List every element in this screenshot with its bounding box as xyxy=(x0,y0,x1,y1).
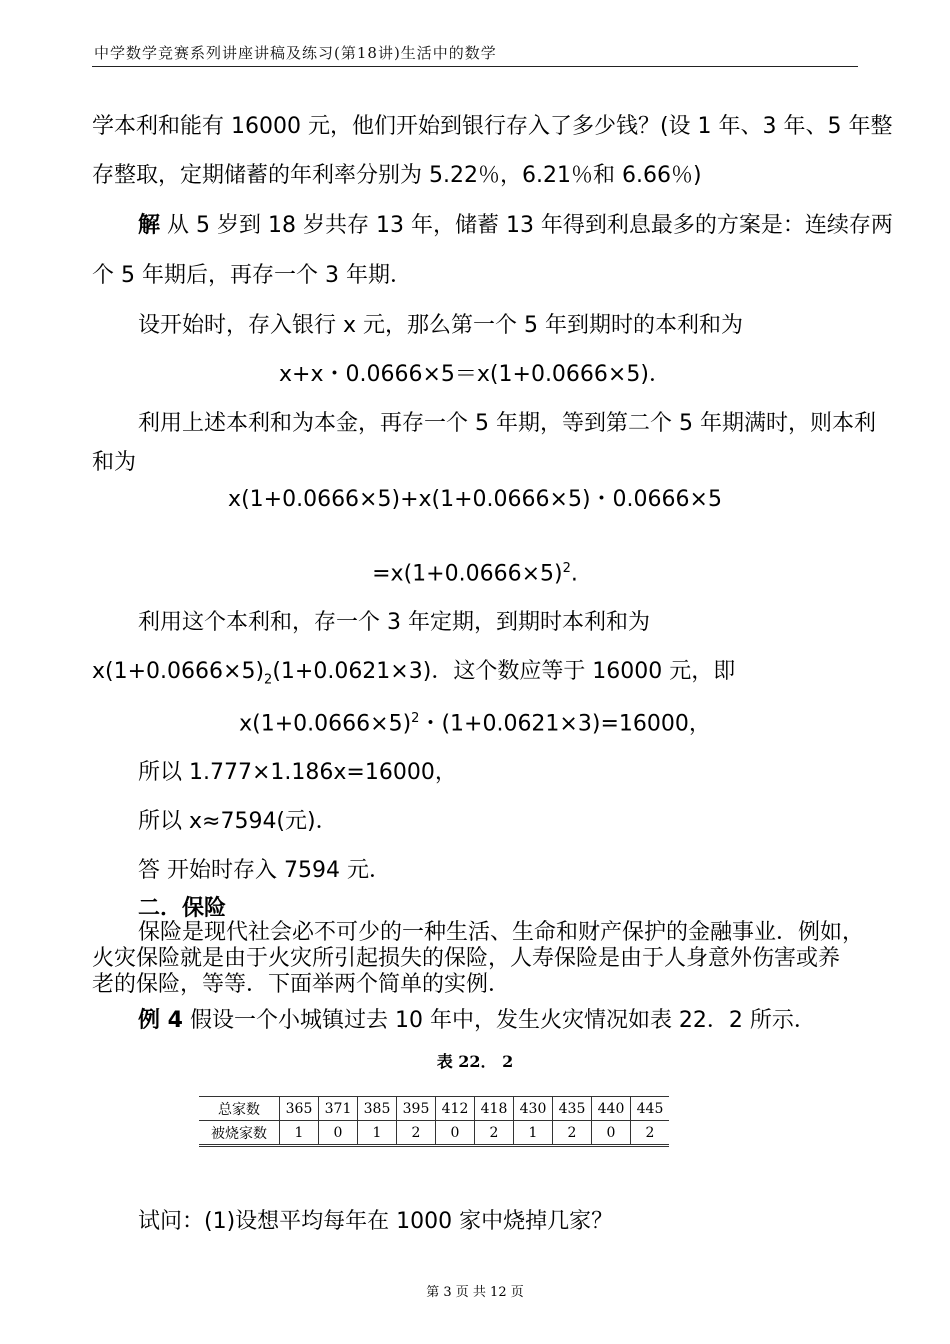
fire-data-table xyxy=(199,1096,669,1147)
question-line: 试问：(1)设想平均每年在 1000 家中烧掉几家？ xyxy=(138,1209,614,1234)
table-row xyxy=(199,1097,669,1121)
table-cell: 445 xyxy=(631,1097,670,1121)
table-cell: 395 xyxy=(397,1097,436,1121)
table-cell: 1 xyxy=(358,1121,397,1146)
text-line: 老的保险，等等．下面举两个简单的实例． xyxy=(92,972,511,997)
page-footer: 第 3 页 共 12 页 xyxy=(426,1285,524,1300)
text-line: 所以 1.777×1.186x=16000， xyxy=(138,760,457,785)
example-label: 例 4 xyxy=(138,1008,183,1033)
table-cell: 418 xyxy=(475,1097,514,1121)
row-header-burned: 被烧家数 xyxy=(199,1121,280,1146)
equation xyxy=(0,712,950,735)
text-line: 利用上述本利和为本金，再存一个 5 年期，等到第二个 5 年期满时，则本利 xyxy=(138,411,876,436)
equation: x+x・0.0666×5＝x(1+0.0666×5)． xyxy=(279,362,671,387)
text-line: 个 5 年期后，再存一个 3 年期． xyxy=(92,263,412,288)
text-span: 从 5 岁到 18 岁共存 13 年，储蓄 13 年得到利息最多的方案是：连续存两 xyxy=(160,213,893,238)
table-cell: 1 xyxy=(514,1121,553,1146)
table-cell: 2 xyxy=(553,1121,592,1146)
table-cell: 0 xyxy=(319,1121,358,1146)
text-span: (1+0.0621×3)．这个数应等于 16000 元，即 xyxy=(272,659,736,684)
superscript: 2 xyxy=(562,561,571,576)
table-cell: 365 xyxy=(280,1097,319,1121)
text-line: 利用这个本利和，存一个 3 年定期，到期时本利和为 xyxy=(138,610,650,635)
text-span: x(1+0.0666×5) xyxy=(239,711,412,737)
text-span: . xyxy=(570,561,578,587)
text-line: 存整取，定期储蓄的年利率分别为 5.22％，6.21％和 6.66％) xyxy=(92,163,702,188)
text-line: 设开始时，存入银行 x 元，那么第一个 5 年到期时的本利和为 xyxy=(138,313,743,338)
subscript: 2 xyxy=(264,672,273,688)
table-cell: 0 xyxy=(592,1121,631,1146)
table-cell: 2 xyxy=(475,1121,514,1146)
table-cell: 371 xyxy=(319,1097,358,1121)
text-line xyxy=(138,215,893,237)
superscript: 2 xyxy=(411,711,420,726)
text-span: =x(1+0.0666×5) xyxy=(372,561,563,587)
section-title: 二．保险 xyxy=(138,896,227,921)
table-cell: 435 xyxy=(553,1097,592,1121)
text-span: 假设一个小城镇过去 10 年中，发生火灾情况如表 22．2 所示． xyxy=(182,1008,816,1033)
row-header-total: 总家数 xyxy=(199,1097,280,1121)
table-cell: 440 xyxy=(592,1097,631,1121)
text-line: 火灾保险就是由于火灾所引起损失的保险，人寿保险是由于人身意外伤害或养 xyxy=(92,946,841,971)
table-cell: 412 xyxy=(436,1097,475,1121)
table-cell: 430 xyxy=(514,1097,553,1121)
text-line xyxy=(92,661,735,686)
equation xyxy=(0,562,950,585)
text-line: 保险是现代社会必不可少的一种生活、生命和财产保护的金融事业．例如， xyxy=(138,920,865,945)
table-cell: 0 xyxy=(436,1121,475,1146)
table-cell: 385 xyxy=(358,1097,397,1121)
table-cell: 2 xyxy=(631,1121,670,1146)
table-row xyxy=(199,1121,669,1146)
solution-label: 解 xyxy=(138,213,161,238)
text-line: 和为 xyxy=(92,450,137,475)
text-span: ・(1+0.0621×3)=16000， xyxy=(419,711,711,737)
text-line xyxy=(138,1010,816,1032)
table-cell: 2 xyxy=(397,1121,436,1146)
table-caption: 表 22． 2 xyxy=(436,1052,514,1071)
page-header: 中学数学竞赛系列讲座讲稿及练习(第18讲)生活中的数学 xyxy=(94,44,497,62)
header-rule xyxy=(92,66,858,67)
text-line: 答 开始时存入 7594 元． xyxy=(138,858,391,883)
text-span: x(1+0.0666×5) xyxy=(92,659,265,684)
text-line: 学本利和能有 16000 元，他们开始到银行存入了多少钱？(设 1 年、3 年、5 年整 xyxy=(92,114,893,139)
equation: x(1+0.0666×5)+x(1+0.0666×5)・0.0666×5 xyxy=(228,487,722,512)
table-cell: 1 xyxy=(280,1121,319,1146)
text-line: 所以 x≈7594(元)． xyxy=(138,809,338,834)
